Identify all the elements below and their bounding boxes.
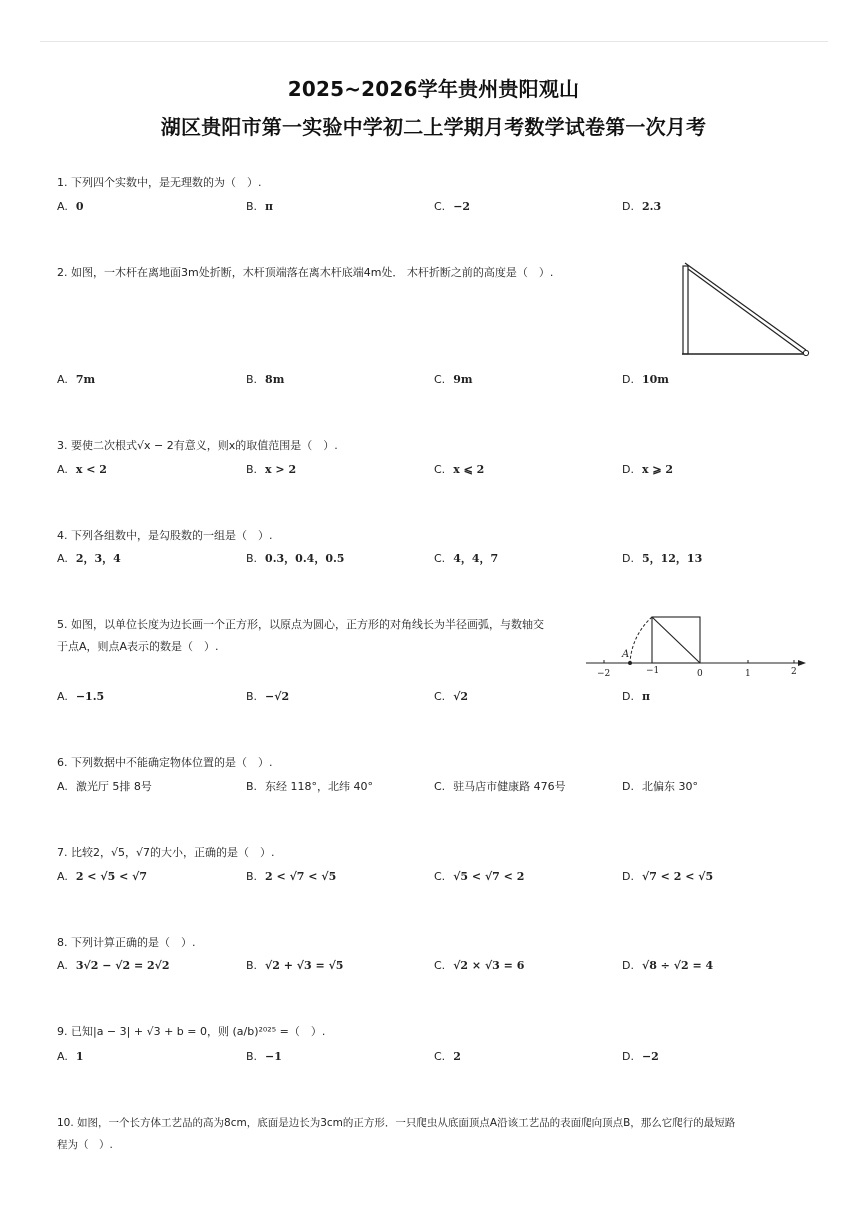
question-stem-line-2: 于点A，则点A表示的数是（ ）.: [57, 640, 219, 653]
option-d[interactable]: D. 2.3: [622, 200, 662, 213]
question-stem: 8. 下列计算正确的是（ ）.: [57, 936, 196, 949]
option-c[interactable]: C. x ⩽ 2: [434, 463, 485, 476]
option-b[interactable]: B. π: [246, 200, 274, 213]
question-4: [57, 525, 807, 565]
broken-pole-figure: [678, 260, 813, 360]
question-stem: 1. 下列四个实数中，是无理数的为（ ）.: [57, 176, 262, 189]
options-row: [57, 1047, 807, 1067]
option-d[interactable]: D. 10m: [622, 373, 669, 386]
question-6: [57, 752, 807, 793]
page-title-line-2: 湖区贵阳市第一实验中学初二上学期月考数学试卷第一次月考: [160, 115, 707, 139]
question-1: [57, 172, 807, 213]
question-stem-line-1: 10. 如图，一个长方体工艺品的高为8cm，底面是边长为3cm的正方形．一只爬虫从底面顶点A沿该工艺品的表面爬向顶点B，那么它爬行的最短路: [57, 1117, 736, 1129]
option-d[interactable]: D. −2: [622, 1050, 659, 1063]
tick-label: −1: [646, 666, 660, 676]
option-b[interactable]: B. −1: [246, 1050, 282, 1063]
option-a[interactable]: A. x < 2: [57, 463, 107, 476]
options-row: [57, 460, 807, 480]
question-stem-line-2: 程为（ ）.: [57, 1139, 113, 1151]
question-7: [57, 842, 807, 883]
options-row: [57, 370, 807, 390]
option-d[interactable]: D. x ⩾ 2: [622, 463, 674, 476]
question-3: [57, 435, 807, 476]
option-c[interactable]: C. 驻马店市健康路 476号: [434, 780, 566, 793]
option-a[interactable]: A. 0: [57, 200, 84, 213]
question-stem: 3. 要使二次根式√x − 2有意义，则x的取值范围是（ ）.: [57, 439, 338, 452]
option-a[interactable]: A. 2，3，4: [57, 552, 121, 565]
question-stem: 2. 如图，一木杆在离地面3m处折断，木杆顶端落在离木杆底端4m处． 木杆折断之前的高度是（ ）.: [57, 266, 554, 279]
option-a[interactable]: A. 3√2 − √2 = 2√2: [57, 959, 170, 972]
option-a[interactable]: A. 激光厅 5排 8号: [57, 780, 152, 793]
option-b[interactable]: B. x > 2: [246, 463, 297, 476]
option-c[interactable]: C. √2 × √3 = 6: [434, 959, 525, 972]
option-a[interactable]: A. 1: [57, 1050, 84, 1063]
options-row: [57, 956, 807, 976]
tick-label: 0: [697, 669, 703, 679]
options-row: [57, 197, 807, 217]
question-stem: 9. 已知|a − 3| + √3 + b = 0，则 (a/b)²⁰²⁵ =（ ）.: [57, 1025, 326, 1038]
options-row: [57, 549, 807, 569]
option-c[interactable]: C. 2: [434, 1050, 461, 1063]
option-d[interactable]: D. 北偏东 30°: [622, 780, 698, 793]
option-b[interactable]: B. 0.3，0.4，0.5: [246, 552, 345, 565]
option-c[interactable]: C. 9m: [434, 373, 473, 386]
question-stem: 4. 下列各组数中，是勾股数的一组是（ ）.: [57, 529, 273, 542]
option-b[interactable]: B. −√2: [246, 690, 290, 703]
option-b[interactable]: B. √2 + √3 = √5: [246, 959, 344, 972]
point-a-label: A: [622, 649, 630, 660]
options-row: [57, 867, 807, 887]
option-b[interactable]: B. 东经 118°，北纬 40°: [246, 780, 374, 793]
page-title-line-1: 2025~2026学年贵州贵阳观山: [287, 77, 580, 101]
option-b[interactable]: B. 8m: [246, 373, 285, 386]
option-d[interactable]: D. √7 < 2 < √5: [622, 870, 714, 883]
question-stem: 7. 比较2，√5，√7的大小，正确的是（ ）.: [57, 846, 275, 859]
question-8: [57, 932, 807, 972]
header-divider: [40, 41, 828, 42]
option-c[interactable]: C. √5 < √7 < 2: [434, 870, 525, 883]
option-a[interactable]: A. 2 < √5 < √7: [57, 870, 148, 883]
option-c[interactable]: C. −2: [434, 200, 471, 213]
tick-label: −2: [597, 669, 611, 679]
option-a[interactable]: A. −1.5: [57, 690, 105, 703]
question-stem: 6. 下列数据中不能确定物体位置的是（ ）.: [57, 756, 273, 769]
option-c[interactable]: C. √2: [434, 690, 469, 703]
question-10: [57, 1112, 807, 1156]
option-c[interactable]: C. 4，4，7: [434, 552, 499, 565]
option-b[interactable]: B. 2 < √7 < √5: [246, 870, 337, 883]
option-d[interactable]: D. √8 ÷ √2 = 4: [622, 959, 714, 972]
question-9: [57, 1021, 807, 1063]
tick-label: 1: [745, 669, 751, 679]
option-d[interactable]: D. 5，12，13: [622, 552, 703, 565]
number-line-figure: [582, 610, 810, 682]
question-stem-line-1: 5. 如图，以单位长度为边长画一个正方形，以原点为圆心，正方形的对角线长为半径画弧，与数轴交: [57, 618, 544, 631]
options-row: [57, 777, 807, 797]
option-d[interactable]: D. π: [622, 690, 651, 703]
option-a[interactable]: A. 7m: [57, 373, 96, 386]
tick-label: 2: [791, 667, 797, 677]
options-row: [57, 687, 807, 707]
